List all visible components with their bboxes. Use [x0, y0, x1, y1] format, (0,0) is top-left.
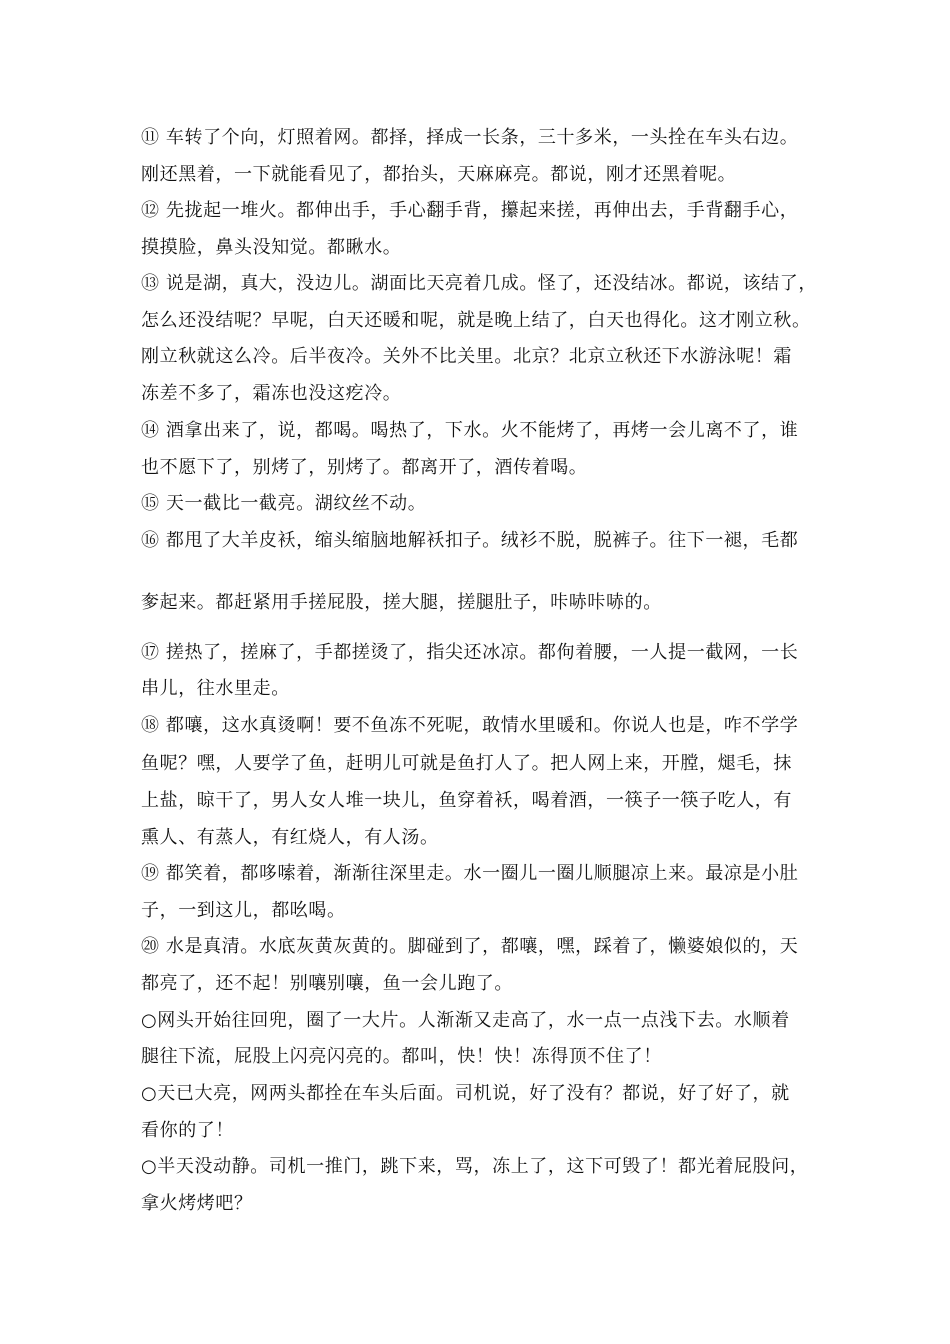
text-line: ⑮ 天一截比一截亮。湖纹丝不动。 [141, 493, 427, 514]
text-line: ⑱ 都嚷，这水真烫啊！要不鱼冻不死呢，敢情水里暖和。你说人也是，咋不学学 [141, 715, 799, 736]
text-line: 熏人、有蒸人，有红烧人，有人汤。 [141, 827, 439, 848]
text-line: ○半天没动静。司机一推门，跳下来，骂，冻上了，这下可毁了！都光着屁股问， [141, 1156, 809, 1177]
text-line: 腿往下流，屁股上闪亮闪亮的。都叫，快！快！冻得顶不住了！ [141, 1046, 662, 1067]
text-line: 也不愿下了，别烤了，别烤了。都离开了，酒传着喝。 [141, 457, 588, 478]
text-line: ⑪ 车转了个向，灯照着网。都择，择成一长条，三十多米，一头拴在车头右边。 [141, 127, 799, 148]
text-line: 冻差不多了，霜冻也没这疙冷。 [141, 383, 402, 404]
text-line: 都亮了，还不起！别嚷别嚷，鱼一会儿跑了。 [141, 973, 513, 994]
text-line: ⑬ 说是湖，真大，没边儿。湖面比天亮着几成。怪了，还没结冰。都说，该结了， [141, 273, 817, 294]
text-line: ⑲ 都笑着，都哆嗦着，渐渐往深里走。水一圈儿一圈儿顺腿凉上来。最凉是小肚 [141, 863, 799, 884]
text-line: 摸摸脸，鼻头没知觉。都瞅水。 [141, 237, 402, 258]
text-line: ○网头开始往回兜，圈了一大片。人渐渐又走高了，水一点一点浅下去。水顺着 [141, 1010, 790, 1031]
text-line: 看你的了！ [141, 1120, 234, 1141]
text-line: ⑯ 都甩了大羊皮袄，缩头缩脑地解袄扣子。绒衫不脱，脱裤子。往下一褪，毛都 [141, 530, 799, 551]
text-line: 串儿，往水里走。 [141, 678, 290, 699]
text-line: ⑫ 先拢起一堆火。都伸出手，手心翻手背，攥起来搓，再伸出去，手背翻手心， [141, 200, 799, 221]
text-line: ○天已大亮，网两头都拴在车头后面。司机说，好了没有？都说，好了好了，就 [141, 1083, 790, 1104]
text-line: 子，一到这儿，都吆喝。 [141, 900, 346, 921]
text-line: ⑭ 酒拿出来了，说，都喝。喝热了，下水。火不能烤了，再烤一会儿离不了，谁 [141, 420, 799, 441]
text-line: 奓起来。都赶紧用手搓屁股，搓大腿，搓腿肚子，咔哧咔哧的。 [141, 592, 662, 613]
text-line: 鱼呢？嘿，人要学了鱼，赶明儿可就是鱼打人了。把人网上来，开膛，煺毛，抹 [141, 753, 792, 774]
text-line: 刚还黑着，一下就能看见了，都抬头，天麻麻亮。都说，刚才还黑着呢。 [141, 164, 737, 185]
text-line: 刚立秋就这么冷。后半夜冷。关外不比关里。北京？北京立秋还下水游泳呢！霜 [141, 346, 792, 367]
text-line: 怎么还没结呢？早呢，白天还暖和呢，就是晚上结了，白天也得化。这才刚立秋。 [141, 310, 811, 331]
text-line: 拿火烤烤吧？ [141, 1193, 253, 1214]
text-line: ⑳ 水是真清。水底灰黄灰黄的。脚碰到了，都嚷，嘿，踩着了，懒婆娘似的，天 [141, 936, 799, 957]
text-line: 上盐，晾干了，男人女人堆一块儿，鱼穿着袄，喝着酒，一筷子一筷子吃人，有 [141, 790, 792, 811]
text-line: ⑰ 搓热了，搓麻了，手都搓烫了，指尖还冰凉。都佝着腰，一人提一截网，一长 [141, 642, 799, 663]
